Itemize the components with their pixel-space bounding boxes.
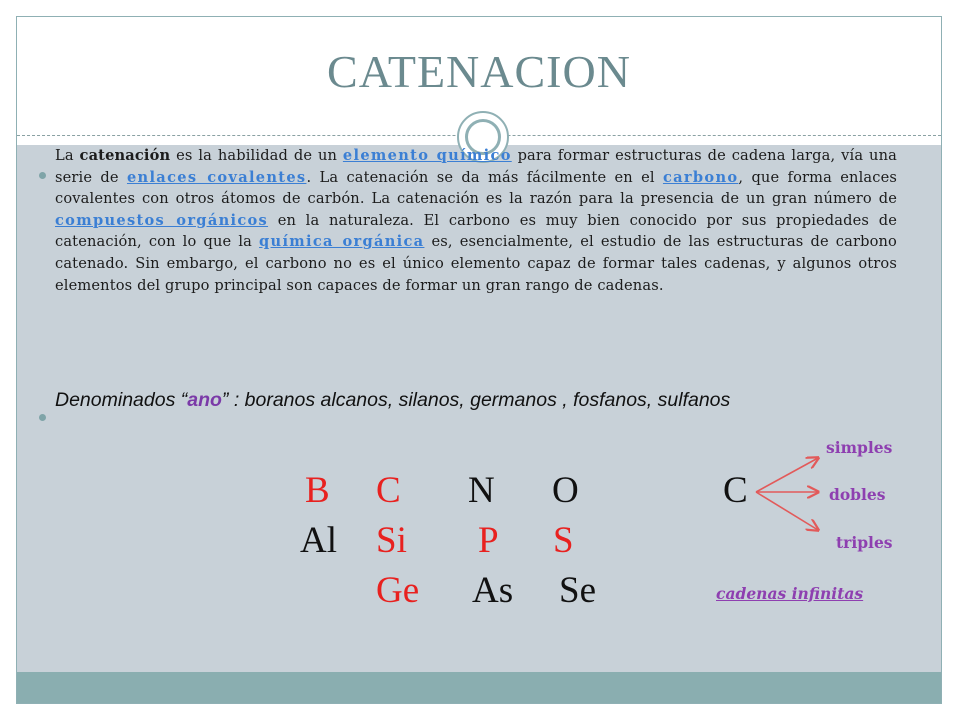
para-text: es, esencialmente, el estudio de las estructuras de carbono catenado. Sin embargo, el carbono no es el único elemento capaz de formar tales cadenas, y algunos otros elementos del grupo principal son capaces de formar un gran rango de cadenas. — [55, 233, 897, 294]
link-compuestos-organicos[interactable]: compuestos orgánicos — [55, 211, 269, 229]
bond-simples: simples — [826, 438, 893, 457]
element-carbon: C — [723, 470, 748, 511]
slide-title: CATENACION — [327, 46, 631, 97]
para-text: . La catenación se da más fácilmente en el — [306, 168, 663, 186]
deno-prefix: Denominados “ — [55, 389, 188, 411]
element-n: N — [468, 470, 495, 511]
para-bold-term: catenación — [79, 147, 171, 164]
element-c: C — [376, 470, 401, 511]
link-elemento-quimico[interactable]: elemento químico — [342, 147, 512, 164]
bond-triples: triples — [836, 533, 893, 552]
element-s: S — [553, 520, 574, 561]
para-text: La — [55, 147, 80, 164]
link-quimica-organica[interactable]: química orgánica — [259, 233, 425, 251]
arrow-triples-icon — [756, 492, 818, 530]
bond-cadenas-infinitas: cadenas infinitas — [716, 584, 864, 603]
element-si: Si — [376, 520, 407, 561]
para-text: es la habilidad de un — [170, 147, 343, 164]
element-se: Se — [559, 570, 596, 611]
element-ge: Ge — [376, 570, 420, 611]
deno-suffix: ” : boranos alcanos, silanos, germanos , fosfanos, sulfanos — [221, 389, 731, 411]
element-p: P — [478, 520, 499, 561]
bond-dobles: dobles — [829, 485, 886, 504]
element-as: As — [472, 570, 514, 611]
para-text: , que forma enlaces covalentes con otros átomos de carbón. La catenación es la razón para la presencia de un gran número de — [55, 168, 897, 208]
para-text: para formar estructuras de cadena larga, vía una serie de — [55, 147, 897, 186]
link-carbono[interactable]: carbono — [662, 168, 739, 186]
deno-ano: ano — [187, 389, 222, 411]
link-enlaces-covalentes[interactable]: enlaces covalentes — [126, 168, 307, 186]
element-o: O — [552, 470, 579, 511]
element-al: Al — [300, 520, 337, 561]
arrow-simples-icon — [756, 458, 818, 492]
element-b: B — [305, 470, 330, 511]
para-text: en la naturaleza. El carbono es muy bien conocido por sus propiedades de catenación, con lo que la — [55, 211, 897, 251]
